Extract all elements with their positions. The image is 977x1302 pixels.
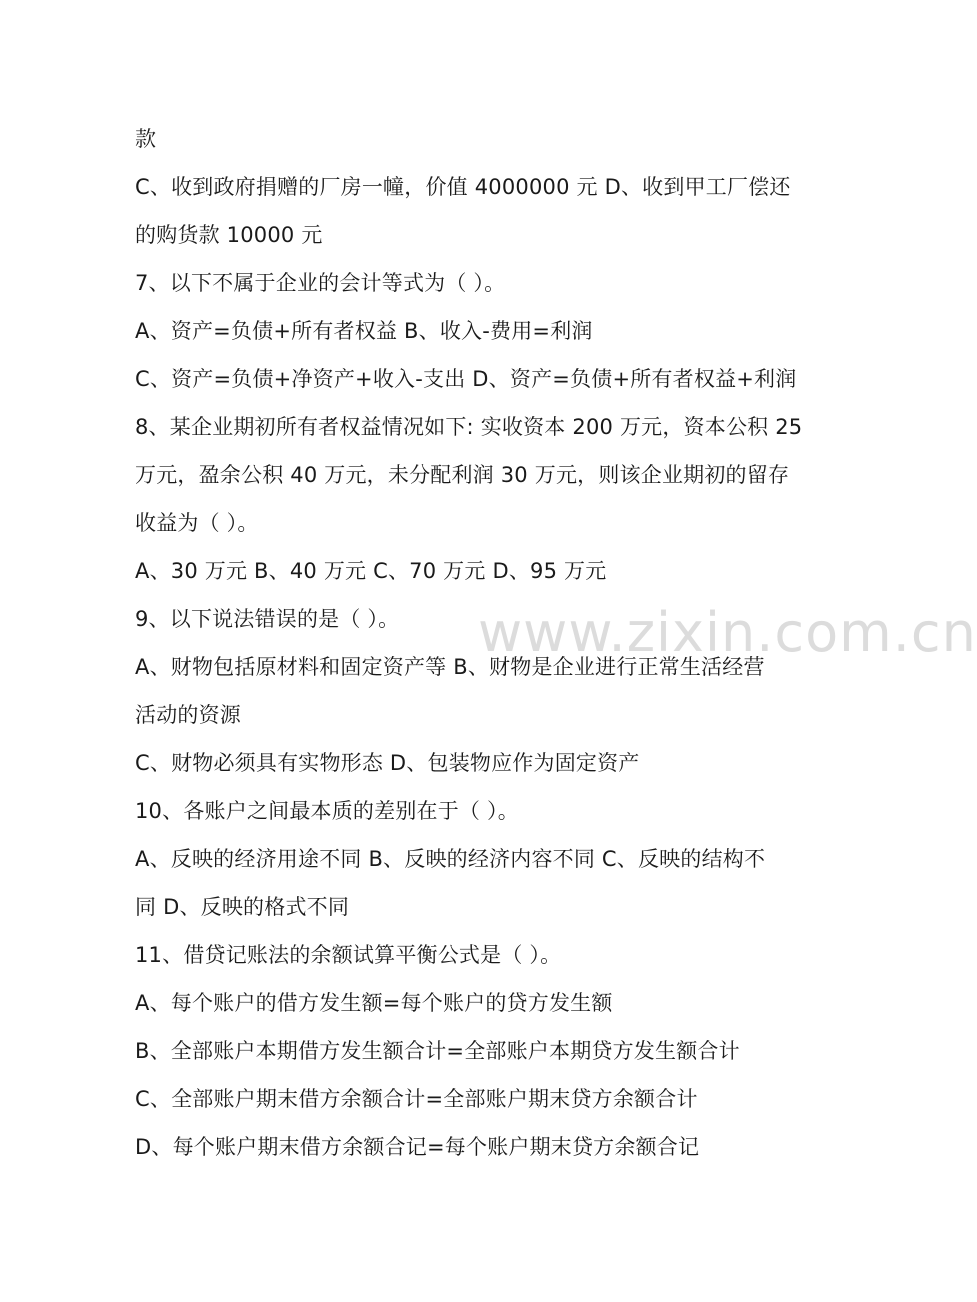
text-line-3: 的购货款 10000 元 bbox=[135, 223, 323, 247]
question-7-options-ab: A、资产=负债+所有者权益 B、收入-费用=利润 bbox=[135, 319, 593, 343]
question-8-cont-1: 万元，盈余公积 40 万元，未分配利润 30 万元，则该企业期初的留存 bbox=[135, 463, 790, 487]
question-9: 9、以下说法错误的是（ ）。 bbox=[135, 607, 400, 631]
question-11-option-b: B、全部账户本期借方发生额合计=全部账户本期贷方发生额合计 bbox=[135, 1039, 740, 1063]
text-line-2: C、收到政府捐赠的厂房一幢，价值 4000000 元 D、收到甲工厂偿还 bbox=[135, 175, 791, 199]
question-8: 8、某企业期初所有者权益情况如下: 实收资本 200 万元，资本公积 25 bbox=[135, 415, 803, 439]
watermark: www.zixin.com.cn bbox=[478, 601, 977, 664]
question-9-options-cd: C、财物必须具有实物形态 D、包装物应作为固定资产 bbox=[135, 751, 640, 775]
question-11: 11、借贷记账法的余额试算平衡公式是（ ）。 bbox=[135, 943, 562, 967]
text-line-1: 款 bbox=[135, 127, 157, 151]
question-7-options-cd: C、资产=负债+净资产+收入-支出 D、资产=负债+所有者权益+利润 bbox=[135, 367, 797, 391]
question-10-options-cont: 同 D、反映的格式不同 bbox=[135, 895, 350, 919]
question-8-options: A、30 万元 B、40 万元 C、70 万元 D、95 万元 bbox=[135, 559, 607, 583]
question-7: 7、以下不属于企业的会计等式为（ ）。 bbox=[135, 271, 506, 295]
question-8-cont-2: 收益为（ ）。 bbox=[135, 511, 259, 535]
question-11-option-a: A、每个账户的借方发生额=每个账户的贷方发生额 bbox=[135, 991, 613, 1015]
question-11-option-c: C、全部账户期末借方余额合计=全部账户期末贷方余额合计 bbox=[135, 1087, 698, 1111]
question-10: 10、各账户之间最本质的差别在于（ ）。 bbox=[135, 799, 519, 823]
question-11-option-d: D、每个账户期末借方余额合记=每个账户期末贷方余额合记 bbox=[135, 1135, 700, 1159]
question-10-options: A、反映的经济用途不同 B、反映的经济内容不同 C、反映的结构不 bbox=[135, 847, 766, 871]
question-9-options-ab-cont: 活动的资源 bbox=[135, 703, 241, 727]
question-9-options-ab: A、财物包括原材料和固定资产等 B、财物是企业进行正常生活经营 bbox=[135, 655, 765, 679]
